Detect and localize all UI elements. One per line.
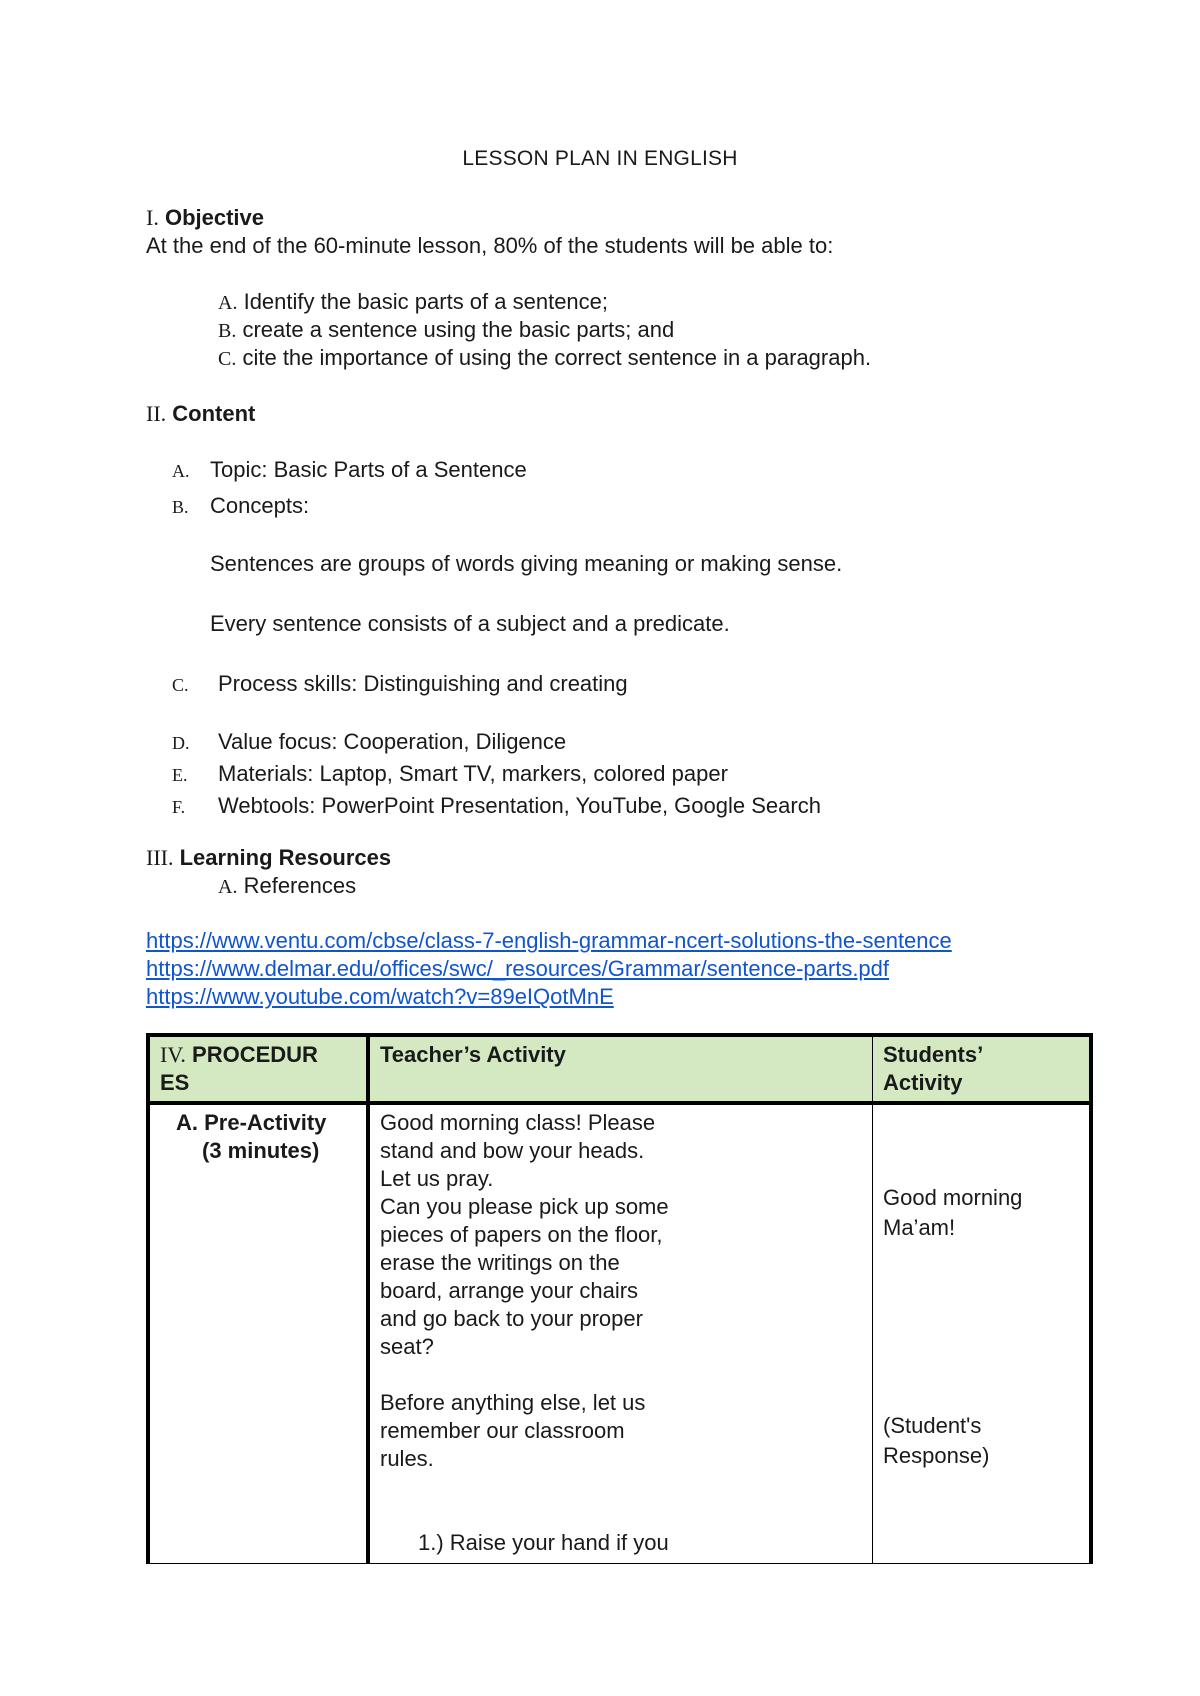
objective-item-text: Identify the basic parts of a sentence; bbox=[243, 289, 609, 314]
procedures-table bbox=[146, 1033, 1093, 1564]
section-resources-heading bbox=[146, 844, 391, 872]
teacher-line: seat? bbox=[380, 1334, 434, 1359]
table-header-row bbox=[148, 1035, 1091, 1103]
concept-line: Sentences are groups of words giving meaning or making sense. bbox=[210, 551, 843, 576]
section-content-heading bbox=[146, 400, 255, 428]
teacher-line: Can you please pick up some bbox=[380, 1194, 669, 1219]
objective-item-text: create a sentence using the basic parts; and bbox=[242, 317, 675, 342]
teacher-line: Let us pray. bbox=[380, 1166, 494, 1191]
list-marker: A. bbox=[218, 292, 238, 314]
content-concepts bbox=[172, 492, 309, 521]
content-webtools bbox=[172, 792, 821, 821]
list-marker: B. bbox=[218, 320, 237, 342]
section-numeral: I. bbox=[146, 205, 159, 230]
stage-cell bbox=[148, 1103, 368, 1564]
section-numeral: II. bbox=[146, 401, 167, 426]
student-response-line: Ma’am! bbox=[883, 1215, 956, 1240]
classroom-rule: 1.) Raise your hand if you bbox=[418, 1530, 669, 1555]
content-process bbox=[172, 670, 628, 699]
list-marker: B. bbox=[172, 497, 189, 517]
section-title: Learning Resources bbox=[179, 845, 392, 870]
objective-item-text: cite the importance of using the correct sentence in a paragraph. bbox=[242, 345, 872, 370]
content-value-text: Value focus: Cooperation, Diligence bbox=[218, 729, 567, 754]
references-label: References bbox=[243, 873, 357, 898]
content-process-text: Process skills: Distinguishing and creating bbox=[218, 671, 628, 696]
content-webtools-text: Webtools: PowerPoint Presentation, YouTube, Google Search bbox=[218, 793, 821, 818]
teacher-activity-label: Teacher’s Activity bbox=[380, 1042, 566, 1067]
teacher-activity-header bbox=[368, 1035, 873, 1103]
list-marker: E. bbox=[172, 765, 188, 785]
reference-link[interactable]: https://www.delmar.edu/offices/swc/_resources/Grammar/sentence-parts.pdf bbox=[146, 956, 890, 981]
table-row bbox=[148, 1103, 1091, 1564]
reference-link[interactable]: https://www.youtube.com/watch?v=89eIQotMnE bbox=[146, 984, 614, 1009]
section-objective-heading bbox=[146, 204, 264, 232]
procedures-header-part2: ES bbox=[160, 1070, 190, 1095]
students-activity-cell bbox=[873, 1103, 1092, 1564]
teacher-line: erase the writings on the bbox=[380, 1250, 620, 1275]
content-materials-text: Materials: Laptop, Smart TV, markers, colored paper bbox=[218, 761, 728, 786]
students-activity-header bbox=[873, 1035, 1092, 1103]
section-title: Content bbox=[172, 401, 256, 426]
list-marker: C. bbox=[172, 675, 189, 695]
reference-link[interactable]: https://www.ventu.com/cbse/class-7-english-grammar-ncert-solutions-the-sentence bbox=[146, 928, 952, 953]
teacher-line: stand and bow your heads. bbox=[380, 1138, 645, 1163]
content-topic bbox=[172, 456, 527, 485]
teacher-line: Good morning class! Please bbox=[380, 1110, 656, 1135]
objective-item bbox=[218, 316, 674, 345]
list-marker: A. bbox=[218, 876, 238, 898]
teacher-line: and go back to your proper bbox=[380, 1306, 643, 1331]
list-marker: A. bbox=[172, 461, 190, 481]
content-topic-text: Topic: Basic Parts of a Sentence bbox=[210, 457, 527, 482]
teacher-line: pieces of papers on the floor, bbox=[380, 1222, 663, 1247]
list-marker: F. bbox=[172, 797, 186, 817]
section-numeral: IV. bbox=[160, 1042, 186, 1067]
teacher-line: remember our classroom bbox=[380, 1418, 625, 1443]
teacher-line: board, arrange your chairs bbox=[380, 1278, 639, 1303]
teacher-line: Before anything else, let us bbox=[380, 1390, 646, 1415]
student-response-line: Response) bbox=[883, 1443, 990, 1468]
section-numeral: III. bbox=[146, 845, 174, 870]
section-title: Objective bbox=[164, 205, 264, 230]
content-concepts-text: Concepts: bbox=[210, 493, 310, 518]
objective-item bbox=[218, 288, 608, 317]
procedures-header-cell bbox=[148, 1035, 368, 1103]
student-response-line: (Student's bbox=[883, 1413, 982, 1438]
content-value bbox=[172, 728, 566, 757]
student-response-line: Good morning bbox=[883, 1185, 1023, 1210]
list-marker: C. bbox=[218, 348, 237, 370]
page-title: LESSON PLAN IN ENGLISH bbox=[462, 147, 738, 170]
objective-item bbox=[218, 344, 871, 373]
students-activity-label-line2: Activity bbox=[883, 1070, 963, 1095]
content-materials bbox=[172, 760, 728, 789]
objective-intro: At the end of the 60-minute lesson, 80% of the students will be able to: bbox=[146, 233, 834, 258]
stage-label: A. Pre-Activity bbox=[176, 1110, 327, 1135]
list-marker: D. bbox=[172, 733, 190, 753]
concept-line: Every sentence consists of a subject and a predicate. bbox=[210, 611, 730, 636]
students-activity-label-line1: Students’ bbox=[883, 1042, 984, 1067]
resources-references bbox=[218, 872, 356, 901]
teacher-line: rules. bbox=[380, 1446, 434, 1471]
teacher-activity-cell bbox=[368, 1103, 873, 1564]
stage-duration: (3 minutes) bbox=[202, 1138, 320, 1163]
procedures-header-part1: PROCEDUR bbox=[192, 1042, 318, 1067]
